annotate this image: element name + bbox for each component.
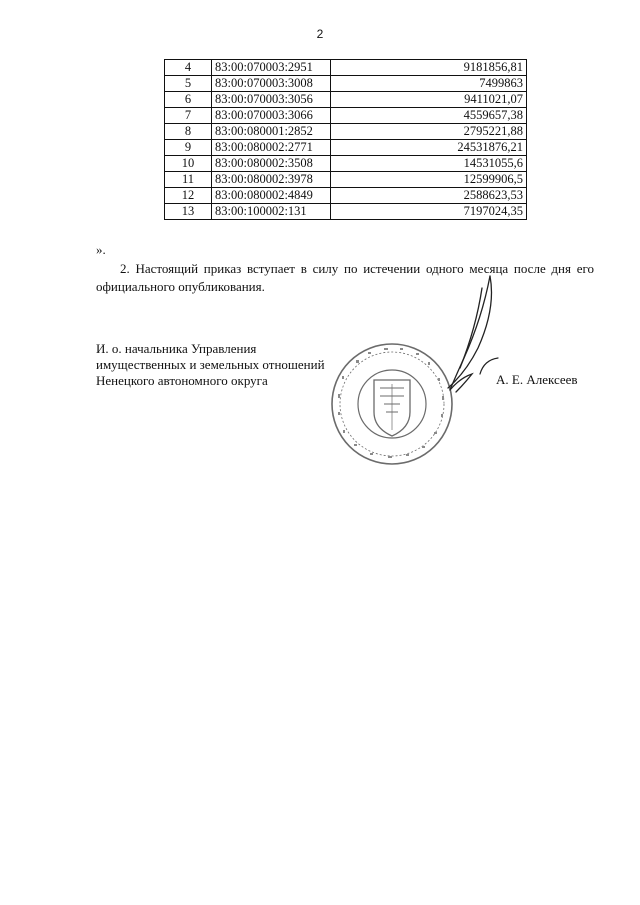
cadastral-value-cell: 7197024,35 [331, 204, 527, 220]
cadastral-number-cell: 83:00:070003:3056 [212, 92, 331, 108]
page-number: 2 [316, 27, 324, 41]
table-row [165, 124, 527, 140]
cadastral-value-cell: 24531876,21 [331, 140, 527, 156]
paragraph-effective-date: 2. Настоящий приказ вступает в силу по истечении одного месяца после дня его официального опубликования. [96, 261, 594, 294]
row-number-cell: 4 [165, 60, 212, 76]
row-number-cell: 7 [165, 108, 212, 124]
signer-name: А. Е. Алексеев [496, 372, 578, 387]
table-row [165, 92, 527, 108]
cadastral-value-cell: 2795221,88 [331, 124, 527, 140]
cadastral-value-cell: 9411021,07 [331, 92, 527, 108]
cadastral-value-cell: 4559657,38 [331, 108, 527, 124]
row-number-cell: 10 [165, 156, 212, 172]
closing-quote: ». [96, 242, 106, 257]
table-row [165, 204, 527, 220]
signer-title-line-2: имущественных и земельных отношений [96, 357, 325, 372]
row-number-cell: 8 [165, 124, 212, 140]
row-number-cell: 11 [165, 172, 212, 188]
cadastral-value-cell: 9181856,81 [331, 60, 527, 76]
cadastral-number-cell: 83:00:070003:3008 [212, 76, 331, 92]
row-number-cell: 6 [165, 92, 212, 108]
cadastral-number-cell: 83:00:080002:2771 [212, 140, 331, 156]
cadastral-value-cell: 2588623,53 [331, 188, 527, 204]
row-number-cell: 9 [165, 140, 212, 156]
cadastral-number-cell: 83:00:070003:2951 [212, 60, 331, 76]
row-number-cell: 12 [165, 188, 212, 204]
cadastral-number-cell: 83:00:080002:3978 [212, 172, 331, 188]
cadastral-value-cell: 12599906,5 [331, 172, 527, 188]
signer-title-line-1: И. о. начальника Управления [96, 341, 257, 356]
table-row [165, 76, 527, 92]
table-row [165, 156, 527, 172]
cadastral-value-cell: 14531055,6 [331, 156, 527, 172]
cadastral-value-table [164, 59, 527, 220]
table-row [165, 172, 527, 188]
table-row [165, 188, 527, 204]
row-number-cell: 13 [165, 204, 212, 220]
cadastral-number-cell: 83:00:080002:3508 [212, 156, 331, 172]
table-row [165, 60, 527, 76]
table-row [165, 140, 527, 156]
cadastral-number-cell: 83:00:100002:131 [212, 204, 331, 220]
signer-title-line-3: Ненецкого автономного округа [96, 373, 268, 388]
signer-title-block [96, 341, 325, 389]
cadastral-value-cell: 7499863 [331, 76, 527, 92]
cadastral-number-cell: 83:00:080001:2852 [212, 124, 331, 140]
row-number-cell: 5 [165, 76, 212, 92]
cadastral-number-cell: 83:00:080002:4849 [212, 188, 331, 204]
table-row [165, 108, 527, 124]
cadastral-number-cell: 83:00:070003:3066 [212, 108, 331, 124]
